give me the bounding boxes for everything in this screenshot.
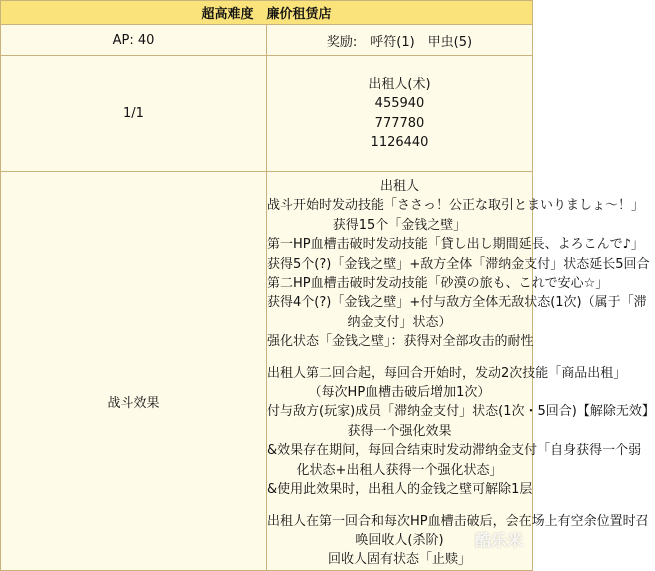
wave-row — [1, 56, 533, 172]
enemy-name: 出租人(术) — [368, 76, 431, 92]
enemy-hp-3: 1126440 — [370, 134, 429, 150]
wave-number: 1/1 — [1, 56, 267, 172]
effect-line: &效果存在期间，每回合结束时发动滞纳金支付「自身获得一个弱 — [267, 443, 642, 459]
effect-line: 获得15个「金钱之壁」 — [332, 217, 467, 233]
effect-line: 付与敌方(玩家)成员「滞纳金支付」状态(1次・5回合)【解除无效】 — [267, 404, 655, 420]
effect-line: 获得4个(?)「金钱之壁」+付与敌方全体无敌状态(1次)（属于「滞 — [267, 295, 647, 311]
effect-line: 纳金支付」状态） — [347, 314, 452, 330]
effect-line: 出租人 — [379, 179, 419, 194]
enemy-hp-2: 777780 — [374, 115, 425, 131]
spacer — [267, 352, 532, 364]
effect-line: 出租人第二回合起，每回合开始时，发动2次技能「商品出租」 — [267, 365, 627, 381]
effects-text — [267, 172, 655, 570]
effect-line: （每次HP血槽击破后增加1次） — [308, 385, 491, 401]
effects-label: 战斗效果 — [107, 396, 160, 411]
effects-cell — [267, 172, 655, 571]
effect-line: 唤回收人(杀阶) — [355, 532, 444, 548]
effect-line: 获得一个强化效果 — [347, 423, 452, 439]
ap-cost: AP: 40 — [1, 25, 267, 56]
title-row — [1, 1, 533, 25]
spacer — [267, 500, 532, 512]
effect-line: 第二HP血槽击破时发动技能「砂漠の旅も、これで安心☆」 — [267, 276, 609, 292]
effect-line: 化状态+出租人获得一个强化状态」 — [296, 462, 503, 478]
effect-line: 战斗开始时发动技能「ささっ！公正な取引とまいりましょ～！」 — [267, 198, 645, 214]
enemy-hp-1: 455940 — [374, 96, 425, 112]
effect-line: 出租人在第一回合和每次HP血槽击破后，会在场上有空余位置时召 — [267, 513, 649, 529]
ap-row — [1, 25, 533, 56]
effects-label-cell — [1, 172, 267, 571]
effect-line: &使用此效果时，出租人的金钱之壁可解除1层 — [267, 482, 533, 498]
enemy-cell — [267, 56, 533, 172]
watermark-logo: 酷乐米 — [474, 531, 523, 550]
effect-line: 回收人固有状态「止赎」 — [327, 552, 471, 568]
reward-text: 奖励: 呼符(1) 甲虫(5) — [267, 25, 533, 56]
effect-line: 第一HP血槽击破时发动技能「貸し出し期間延長、よろこんで♪」 — [267, 237, 644, 253]
table-title: 超高难度 廉价租赁店 — [1, 1, 533, 25]
effect-line: 强化状态「金钱之壁」：获得对全部攻击的耐性 — [267, 334, 534, 350]
effects-row — [1, 172, 533, 571]
effect-line: 获得5个(?)「金钱之壁」+敌方全体「滞纳金支付」状态延长5回合 — [267, 256, 650, 272]
